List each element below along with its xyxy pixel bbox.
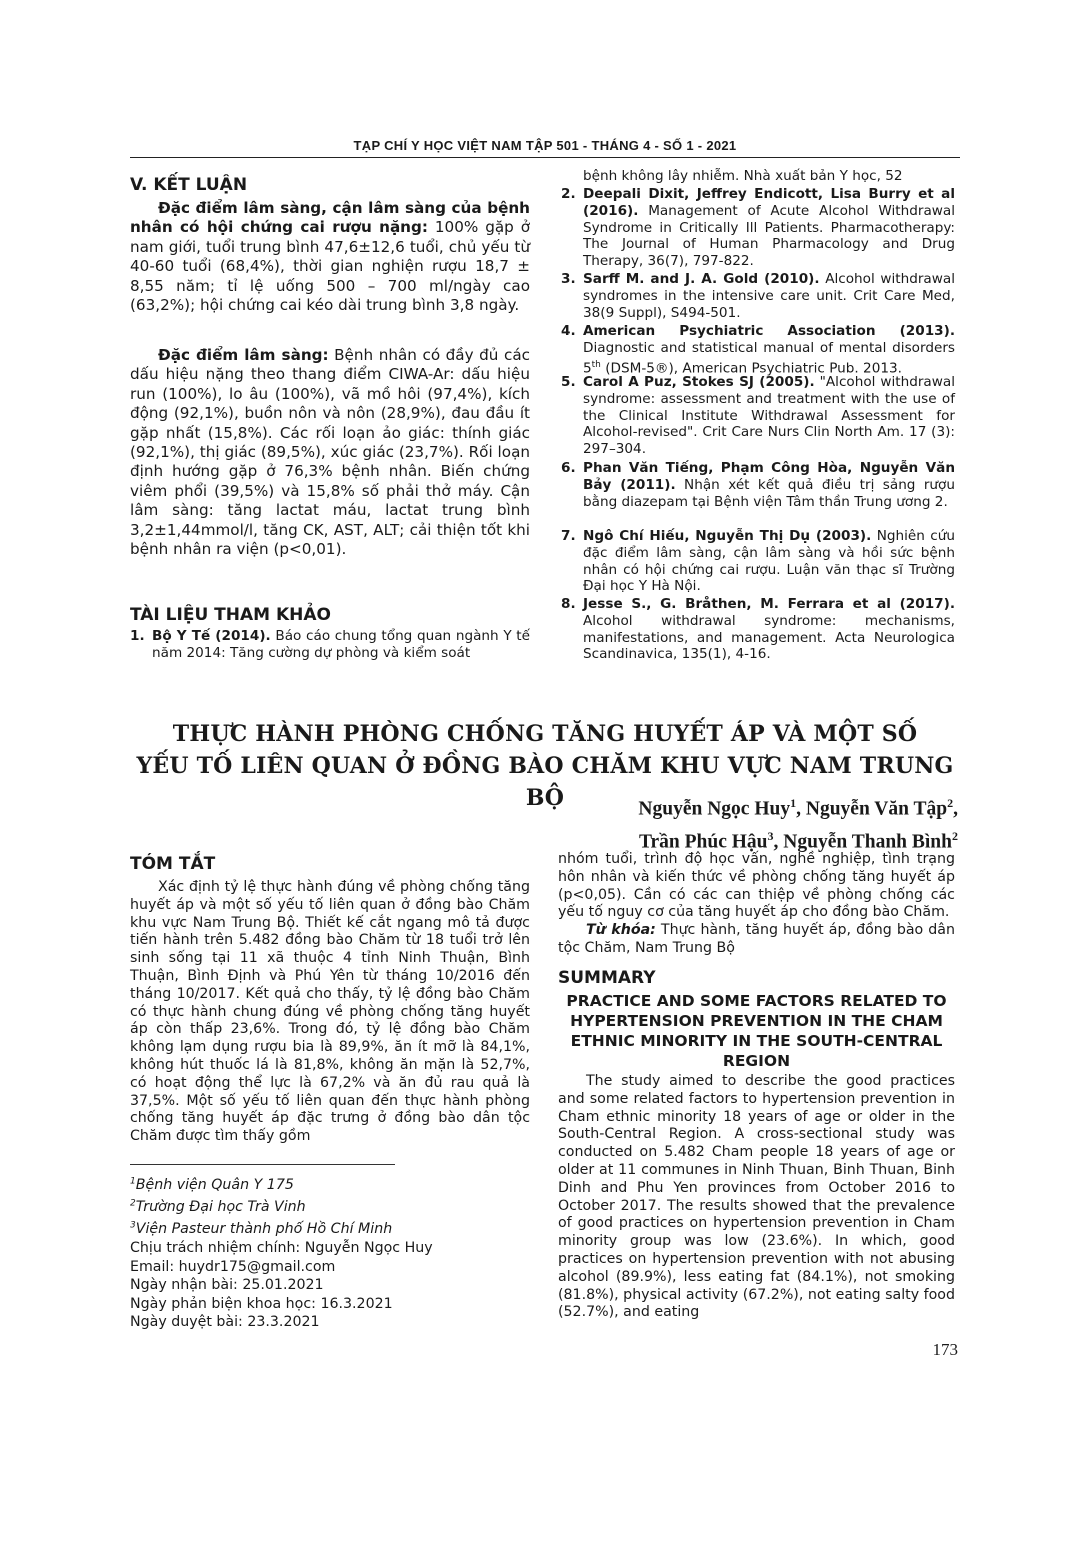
conclusion-p2-text: Bệnh nhân có đầy đủ các dấu hiệu nặng theo thang điểm CIWA-Ar: dấu hiệu run (100%), lo âu (100%), vã mồ hôi (97,4%), kích động (92,1%), buồn nôn và nôn (28,9%), đau đầu ít gặp nhất (15,8%). Các rối loạn ảo giác: thính giác (92,1%), thị giác (89,5%), xúc giác (23,7%). Rối loạn định hướng gặp ở 76,3% bệnh nhân. Biến chứng viêm phổi (39,5%) và 15,8% số phải thở máy. Cận lâm sàng: tăng lactat máu, lactat trung bình 3,2±1,44mmol/l, tăng CK, AST, ALT; cải thiện tốt khi bệnh nhân ra viện (p<0,01). (130, 346, 530, 559)
references-heading: TÀI LIỆU THAM KHẢO (130, 605, 331, 625)
conclusion-p2-lead: Đặc điểm lâm sàng: (158, 346, 329, 364)
affiliation-2: $^2$Trường Đại học Trà Vinh (130, 1198, 306, 1216)
reference-item (561, 186, 955, 270)
reference-authors: Jesse S., G. Bråthen, M. Ferrara et al (2017). (583, 596, 955, 612)
reference-text: Báo cáo chung tổng quan ngành Y tế năm 2014: Tăng cường dự phòng và kiểm soát (152, 628, 530, 661)
header-rule (130, 157, 960, 158)
abstract-keywords (558, 922, 955, 958)
reference-item (130, 628, 530, 662)
reference-text: Alcohol withdrawal syndromes in the intensive care unit. Crit Care Med, 38(9 Suppl), S494-501. (583, 271, 955, 321)
summary-title: PRACTICE AND SOME FACTORS RELATED TO HYPERTENSION PREVENTION IN THE CHAM ETHNIC MINORITY IN THE SOUTH-CENTRAL REGION (566, 992, 947, 1070)
reference-text: Nghiên cứu đặc điểm lâm sàng, cận lâm sàng và hồi sức bệnh nhân có hội chứng cai rượu. Luận văn thạc sĩ Trường Đại học Y Hà Nội. (583, 528, 955, 595)
abstract-continuation: nhóm tuổi, trình độ học vấn, nghề nghiệp, tình trạng hôn nhân và kiến thức về phòng chống tăng huyết áp (p<0,05). Cần có các can thiệp về phòng chống các yếu tố nguy cơ của tăng huyết áp cho đồng bào Chăm. (558, 851, 955, 921)
corresponding-author: Chịu trách nhiệm chính: Nguyễn Ngọc Huy (130, 1239, 433, 1256)
conclusion-p1-text: 100% gặp ở nam giới, tuổi trung bình 47,6±12,6 tuổi, chủ yếu từ 40-60 tuổi (68,4%), thời gian nghiện rượu 18,7 ± 8,55 năm; tỉ lệ uống 500 – 700 ml/ngày cao (63,2%); hội chứng cai kéo dài trung bình 3,8 ngày. (130, 218, 530, 315)
reference-text: Alcohol withdrawal syndrome: mechanisms, manifestations, and management. Acta Neurologica Scandinavica, 135(1), 4-16. (583, 612, 955, 663)
reference-text: Management of Acute Alcohol Withdrawal Syndrome in Critically Ill Patients. Pharmacotherapy: The Journal of Human Pharmacology and Drug Therapy, 36(7), 797-822. (583, 202, 955, 270)
affiliation-1: $^1$Bệnh viện Quân Y 175 (130, 1176, 294, 1193)
conclusion-heading: V. KẾT LUẬN (130, 175, 248, 195)
email: Email: huydr175@gmail.com (130, 1258, 336, 1275)
abstract-heading: TÓM TẮT (130, 854, 216, 874)
article-title-line-2: YẾU TỐ LIÊN QUAN Ở ĐỒNG BÀO CHĂM KHU VỰC NAM TRUNG BỘ (136, 753, 954, 811)
reference-item (561, 271, 955, 321)
keywords-text: Thực hành, tăng huyết áp, đồng bào dân tộc Chăm, Nam Trung Bộ (558, 922, 955, 956)
article-authors (638, 790, 958, 855)
footnotes (130, 1172, 530, 1332)
reference-number: 4. (561, 323, 576, 339)
article-title-line-1: THỰC HÀNH PHÒNG CHỐNG TĂNG HUYẾT ÁP VÀ MỘT SỐ (172, 721, 918, 747)
authors-line-1: Nguyễn Ngọc Huy$^1$, Nguyễn Văn Tập$^2$, (638, 796, 958, 820)
reference-item (561, 528, 955, 595)
conclusion-paragraph-1 (130, 199, 530, 315)
reference-superscript: th (591, 359, 601, 370)
keywords-label: Từ khóa: (586, 922, 656, 938)
conclusion-paragraph-2 (130, 346, 530, 559)
reference-authors: Deepali Dixit, Jeffrey Endicott, Lisa Burry et al (2016). (583, 186, 955, 219)
reference-number: 5. (561, 374, 576, 390)
reference-authors: Bộ Y Tế (2014). (152, 628, 271, 644)
reference-authors: Ngô Chí Hiếu, Nguyễn Thị Dụ (2003). (583, 528, 872, 544)
reference-authors: Carol A Puz, Stokes SJ (2005). (583, 374, 815, 390)
reference-item (561, 374, 955, 458)
reference-item (561, 323, 955, 377)
reference-number: 2. (561, 186, 576, 202)
conclusion-p1-lead: Đặc điểm lâm sàng, cận lâm sàng của bệnh nhân có hội chứng cai rượu nặng: (130, 199, 530, 237)
footnote-rule (130, 1164, 395, 1165)
affiliation-3: $^3$Viện Pasteur thành phố Hồ Chí Minh (130, 1220, 393, 1238)
reference-continuation: bệnh không lây nhiễm. Nhà xuất bản Y học, 52 (583, 168, 903, 184)
summary-heading: SUMMARY (558, 968, 656, 988)
journal-header: TẠP CHÍ Y HỌC VIỆT NAM TẬP 501 - THÁNG 4 - SỐ 1 - 2021 (353, 138, 737, 153)
approved-date: Ngày duyệt bài: 23.3.2021 (130, 1314, 320, 1331)
authors-line-2: Trần Phúc Hậu$^3$, Nguyễn Thanh Bình$^2$ (638, 828, 958, 852)
reference-text: Diagnostic and statistical manual of mental disorders 5 (583, 339, 955, 377)
reference-item (561, 460, 955, 510)
reference-item (561, 596, 955, 663)
reference-authors: Phan Văn Tiếng, Phạm Công Hòa, Nguyễn Văn Bảy (2011). (583, 460, 955, 493)
reference-authors: American Psychiatric Association (2013). (583, 323, 955, 339)
reference-number: 8. (561, 596, 576, 612)
abstract-text: Xác định tỷ lệ thực hành đúng về phòng chống tăng huyết áp và một số yếu tố liên quan ở đồng bào Chăm khu vực Nam Trung Bộ. Thiết kế cắt ngang mô tả được tiến hành trên 5.482 đồng bào Chăm từ 18 tuổi trở lên sinh sống tại 11 xã thuộc 4 tỉnh Ninh Thuận, Bình Thuận, Bình Định và Phú Yên từ tháng 10/2016 đến tháng 10/2017. Kết quả cho thấy, tỷ lệ đồng bào Chăm có thực hành chung đúng về phòng chống tăng huyết áp còn thấp 23,6%. Trong đó, tỷ lệ đồng bào Chăm không lạm dụng rượu bia là 89,9%, ăn ít mỡ là 84,1%, không hút thuốc lá là 81,8%, không ăn mặn là 52,7%, có hoạt động thể lực là 67,2% và ăn đủ rau quả là 37,5%. Một số yếu tố liên quan đến thực hành phòng chống tăng huyết áp đặc trưng ở đồng bào dân tộc Chăm được tìm thấy gồm (130, 879, 530, 1145)
received-date: Ngày nhận bài: 25.01.2021 (130, 1277, 324, 1294)
reference-number: 6. (561, 460, 576, 476)
reviewed-date: Ngày phản biện khoa học: 16.3.2021 (130, 1295, 393, 1312)
page-number: 173 (932, 1340, 958, 1359)
reference-number: 3. (561, 271, 576, 287)
summary-text: The study aimed to describe the good practices and some related factors to hypertension prevention in Cham ethnic minority 18 years of age or older in the South-Central Region. A cross-sectional study was conducted on 5.482 Cham people 18 years of age or older at 11 communes in Ninh Thuan, Binh Thuan, Binh Dinh and Phu Yen provinces from October 2016 to October 2017. The results showed that the prevalence of good practices on hypertension prevention in Cham minority group was low (23.6%). In which, good practices on hypertension prevention with not abusing alcohol (89.9%), less eating fat (84.1%), not smoking (81.8%), physical activity (67.2%), not eating salty food (52.7%), and eating (558, 1073, 955, 1321)
reference-text: (DSM-5®), American Psychiatric Pub. 2013. (600, 360, 902, 377)
reference-number: 7. (561, 528, 576, 544)
reference-text: Nhận xét kết quả điều trị sảng rượu bằng diazepam tại Bệnh viện Tâm thần Trung ương 2. (583, 476, 955, 510)
reference-text: "Alcohol withdrawal syndrome: assessment and treatment with the use of the Clinical Institute Withdrawal Assessment for Alcohol-revised". Crit Care Nurs Clin North Am. 17 (3): 297–304. (583, 374, 955, 458)
reference-authors: Sarff M. and J. A. Gold (2010). (583, 271, 820, 287)
reference-number: 1. (130, 628, 145, 644)
